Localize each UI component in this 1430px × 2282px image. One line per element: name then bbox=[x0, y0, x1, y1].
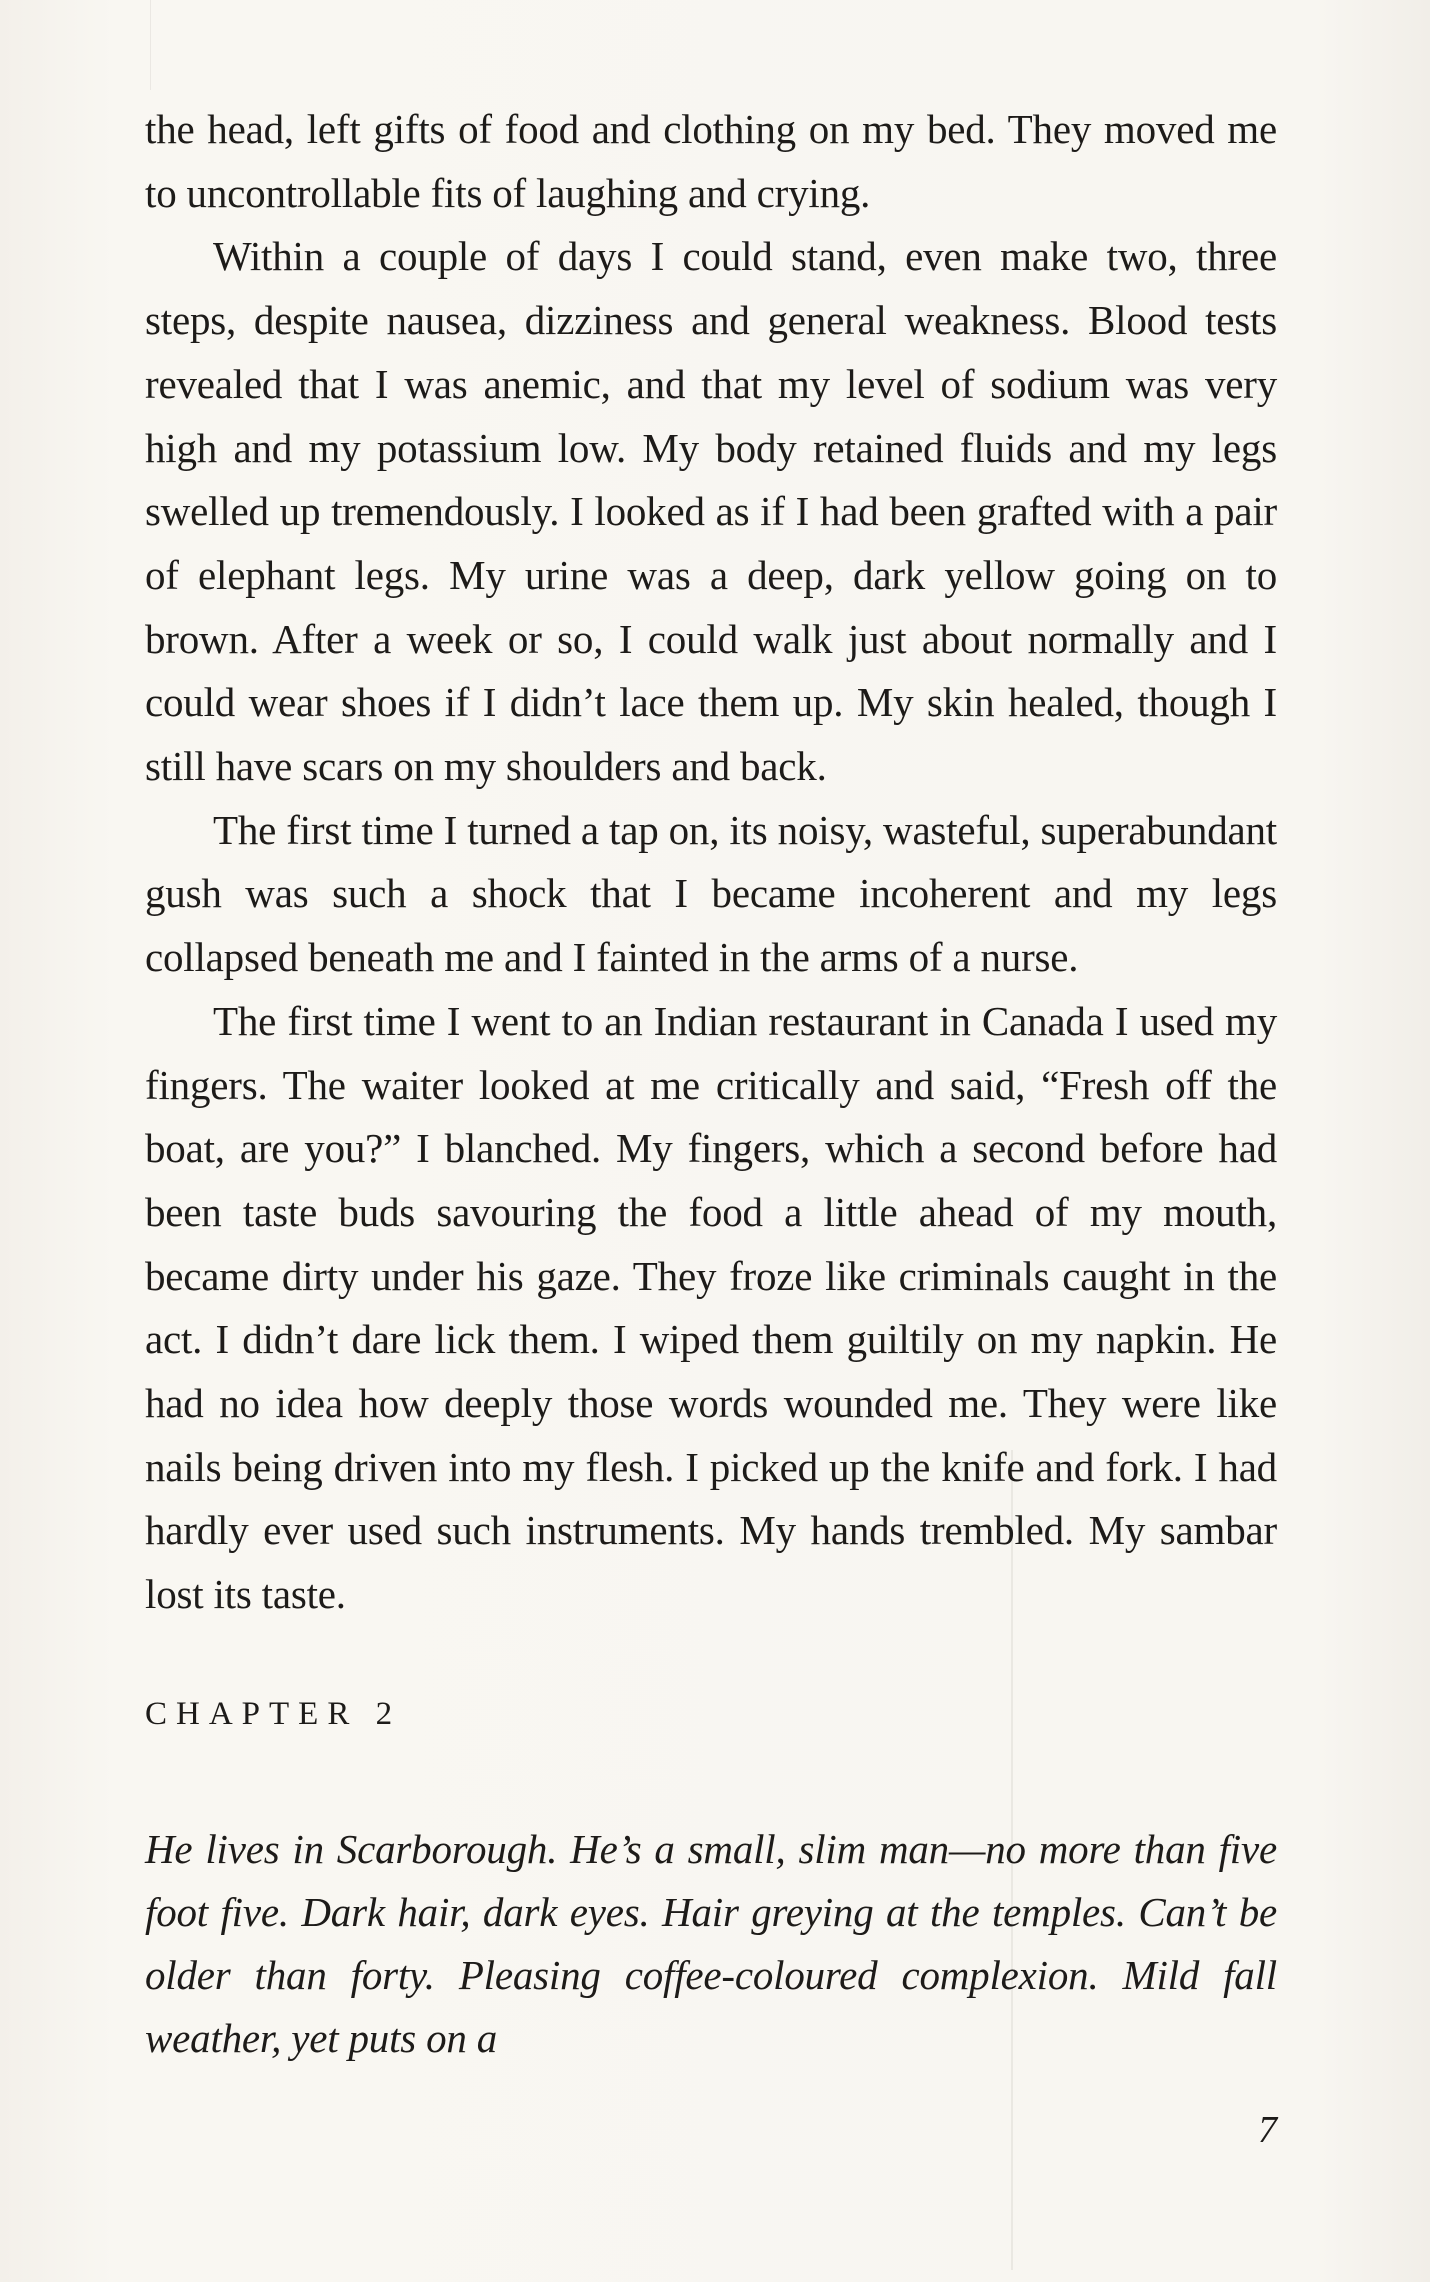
paragraph-continued: the head, left gifts of food and clothing on my bed. They moved me to uncontrollable fits of laughing and crying. bbox=[145, 106, 1277, 216]
paragraph: The first time I turned a tap on, its noisy, wasteful, superabundant gush was such a shock that I became incoherent and my legs collapsed beneath me and I fainted in the arms of a nurse. bbox=[145, 806, 1277, 981]
paragraph: Within a couple of days I could stand, even make two, three steps, despite nausea, dizziness and general weakness. Blood tests revealed that I was anemic, and that my level of sodium was very high and my potassium low. My body retained fluids and my legs swelled up tremendously. I looked as if I had been grafted with a pair of elephant legs. My urine was a deep, dark yellow going on to brown. After a week or so, I could walk just about normally and I could wear shoes if I didn’t lace them up. My skin healed, though I still have scars on my shoulders and back. bbox=[145, 233, 1277, 790]
scan-artifact-line bbox=[150, 0, 151, 90]
paragraph: The first time I went to an Indian restaurant in Canada I used my fingers. The waiter looked at me critically and said, “Fresh off the boat, are you?” I blanched. My fingers, which a second before had been taste buds savouring the food a little ahead of my mouth, became dirty under his gaze. They froze like criminals caught in the act. I didn’t dare lick them. I wiped them guiltily on my napkin. He had no idea how deeply those words wounded me. They were like nails being driven into my flesh. I picked up the knife and fork. I had hardly ever used such instruments. My hands trembled. My sambar lost its taste. bbox=[145, 997, 1277, 1618]
chapter-heading: CHAPTER 2 bbox=[145, 1696, 402, 1732]
body-text bbox=[145, 98, 1277, 1627]
page-number: 7 bbox=[1258, 2109, 1277, 2151]
italic-paragraph: He lives in Scarborough. He’s a small, slim man—no more than five foot five. Dark hair, dark eyes. Hair greying at the temples. Can’t be older than forty. Pleasing coffee-coloured complexion. Mild fall weather, yet puts on a bbox=[145, 1826, 1277, 2061]
chapter-opening bbox=[145, 1818, 1277, 2070]
